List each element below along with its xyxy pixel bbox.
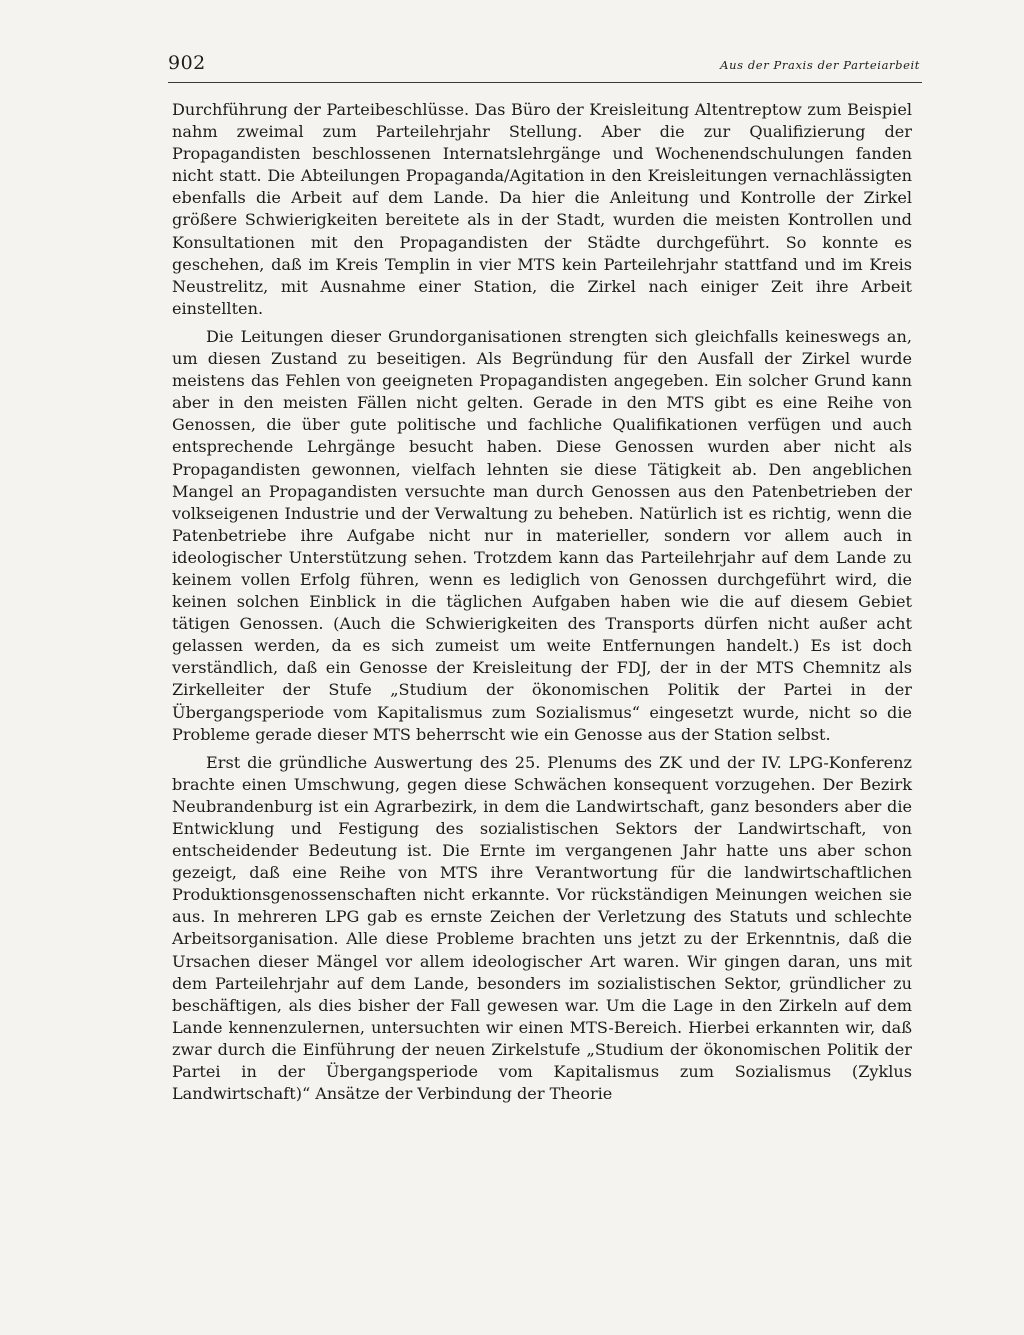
- page-header: [168, 52, 922, 83]
- body-text: [172, 99, 912, 1105]
- paragraph-3: Erst die gründliche Auswertung des 25. Plenums des ZK und der IV. LPG-Konferenz brachte einen Umschwung, gegen diese Schwächen konsequent vorzugehen. Der Bezirk Neubrandenburg ist ein Agrarbezirk, in dem die Landwirtschaft, ganz besonders aber die Entwicklung und Festigung des sozialistischen Sektors der Landwirtschaft, von entscheidender Bedeutung ist. Die Ernte im vergangenen Jahr hatte uns aber schon gezeigt, daß eine Reihe von MTS ihre Verantwortung für die landwirtschaftlichen Produktionsgenossenschaften nicht erkannte. Vor rückständigen Meinungen weichen sie aus. In mehreren LPG gab es ernste Zeichen der Verletzung des Statuts und schlechte Arbeitsorganisation. Alle diese Probleme brachten uns jetzt zu der Erkenntnis, daß die Ursachen dieser Mängel vor allem ideologischer Art waren. Wir gingen daran, uns mit dem Parteilehrjahr auf dem Lande, besonders im sozialistischen Sektor, gründlicher zu beschäftigen, als dies bisher der Fall gewesen war. Um die Lage in den Zirkeln auf dem Lande kennenzulernen, untersuchten wir einen MTS-Bereich. Hierbei erkannten wir, daß zwar durch die Einführung der neuen Zirkelstufe „Studium der ökonomischen Politik der Partei in der Übergangsperiode vom Kapitalismus zum Sozialismus (Zyklus Landwirtschaft)“ Ansätze der Verbindung der Theorie: [172, 752, 912, 1104]
- running-title: Aus der Praxis der Parteiarbeit: [720, 58, 920, 72]
- page-number: 902: [168, 52, 206, 74]
- paragraph-1: Durchführung der Parteibeschlüsse. Das Büro der Kreisleitung Altentreptow zum Beispiel nahm zweimal zum Parteilehrjahr Stellung. Aber die zur Qualifizierung der Propagandisten beschlossenen Internatslehrgänge und Wochenendschulungen fanden nicht statt. Die Abteilungen Propaganda/Agitation in den Kreisleitungen vernachlässigten ebenfalls die Arbeit auf dem Lande. Da hier die Anleitung und Kontrolle der Zirkel größere Schwierigkeiten bereitete als in der Stadt, wurden die meisten Kontrollen und Konsultationen mit den Propagandisten der Städte durchgeführt. So konnte es geschehen, daß im Kreis Templin in vier MTS kein Parteilehrjahr stattfand und im Kreis Neustrelitz, mit Ausnahme einer Station, die Zirkel nach einiger Zeit ihre Arbeit einstellten.: [172, 100, 912, 318]
- paragraph-2: Die Leitungen dieser Grundorganisationen strengten sich gleichfalls keineswegs an, um diesen Zustand zu beseitigen. Als Begründung für den Ausfall der Zirkel wurde meistens das Fehlen von geeigneten Propagandisten angegeben. Ein solcher Grund kann aber in den meisten Fällen nicht gelten. Gerade in den MTS gibt es eine Reihe von Genossen, die über gute politische und fachliche Qualifikationen verfügen und auch entsprechende Lehrgänge besucht haben. Diese Genossen wurden aber nicht als Propagandisten gewonnen, vielfach lehnten sie diese Tätigkeit ab. Den angeblichen Mangel an Propagandisten versuchte man durch Genossen aus den Patenbetrieben der volkseigenen Industrie und der Verwaltung zu beheben. Natürlich ist es richtig, wenn die Patenbetriebe ihre Aufgabe nicht nur in materieller, sondern vor allem auch in ideologischer Unterstützung sehen. Trotzdem kann das Parteilehrjahr auf dem Lande zu keinem vollen Erfolg führen, wenn es lediglich von Genossen durchgeführt wird, die keinen solchen Einblick in die täglichen Aufgaben haben wie die auf diesem Gebiet tätigen Genossen. (Auch die Schwierigkeiten des Transports dürfen nicht außer acht gelassen werden, da es sich zumeist um weite Entfernungen handelt.) Es ist doch verständlich, daß ein Genosse der Kreisleitung der FDJ, der in der MTS Chemnitz als Zirkelleiter der Stufe „Studium der ökonomischen Politik der Partei in der Übergangsperiode vom Kapitalismus zum Sozialismus“ eingesetzt wurde, nicht so die Probleme gerade dieser MTS beherrscht wie ein Genosse aus der Station selbst.: [172, 326, 912, 744]
